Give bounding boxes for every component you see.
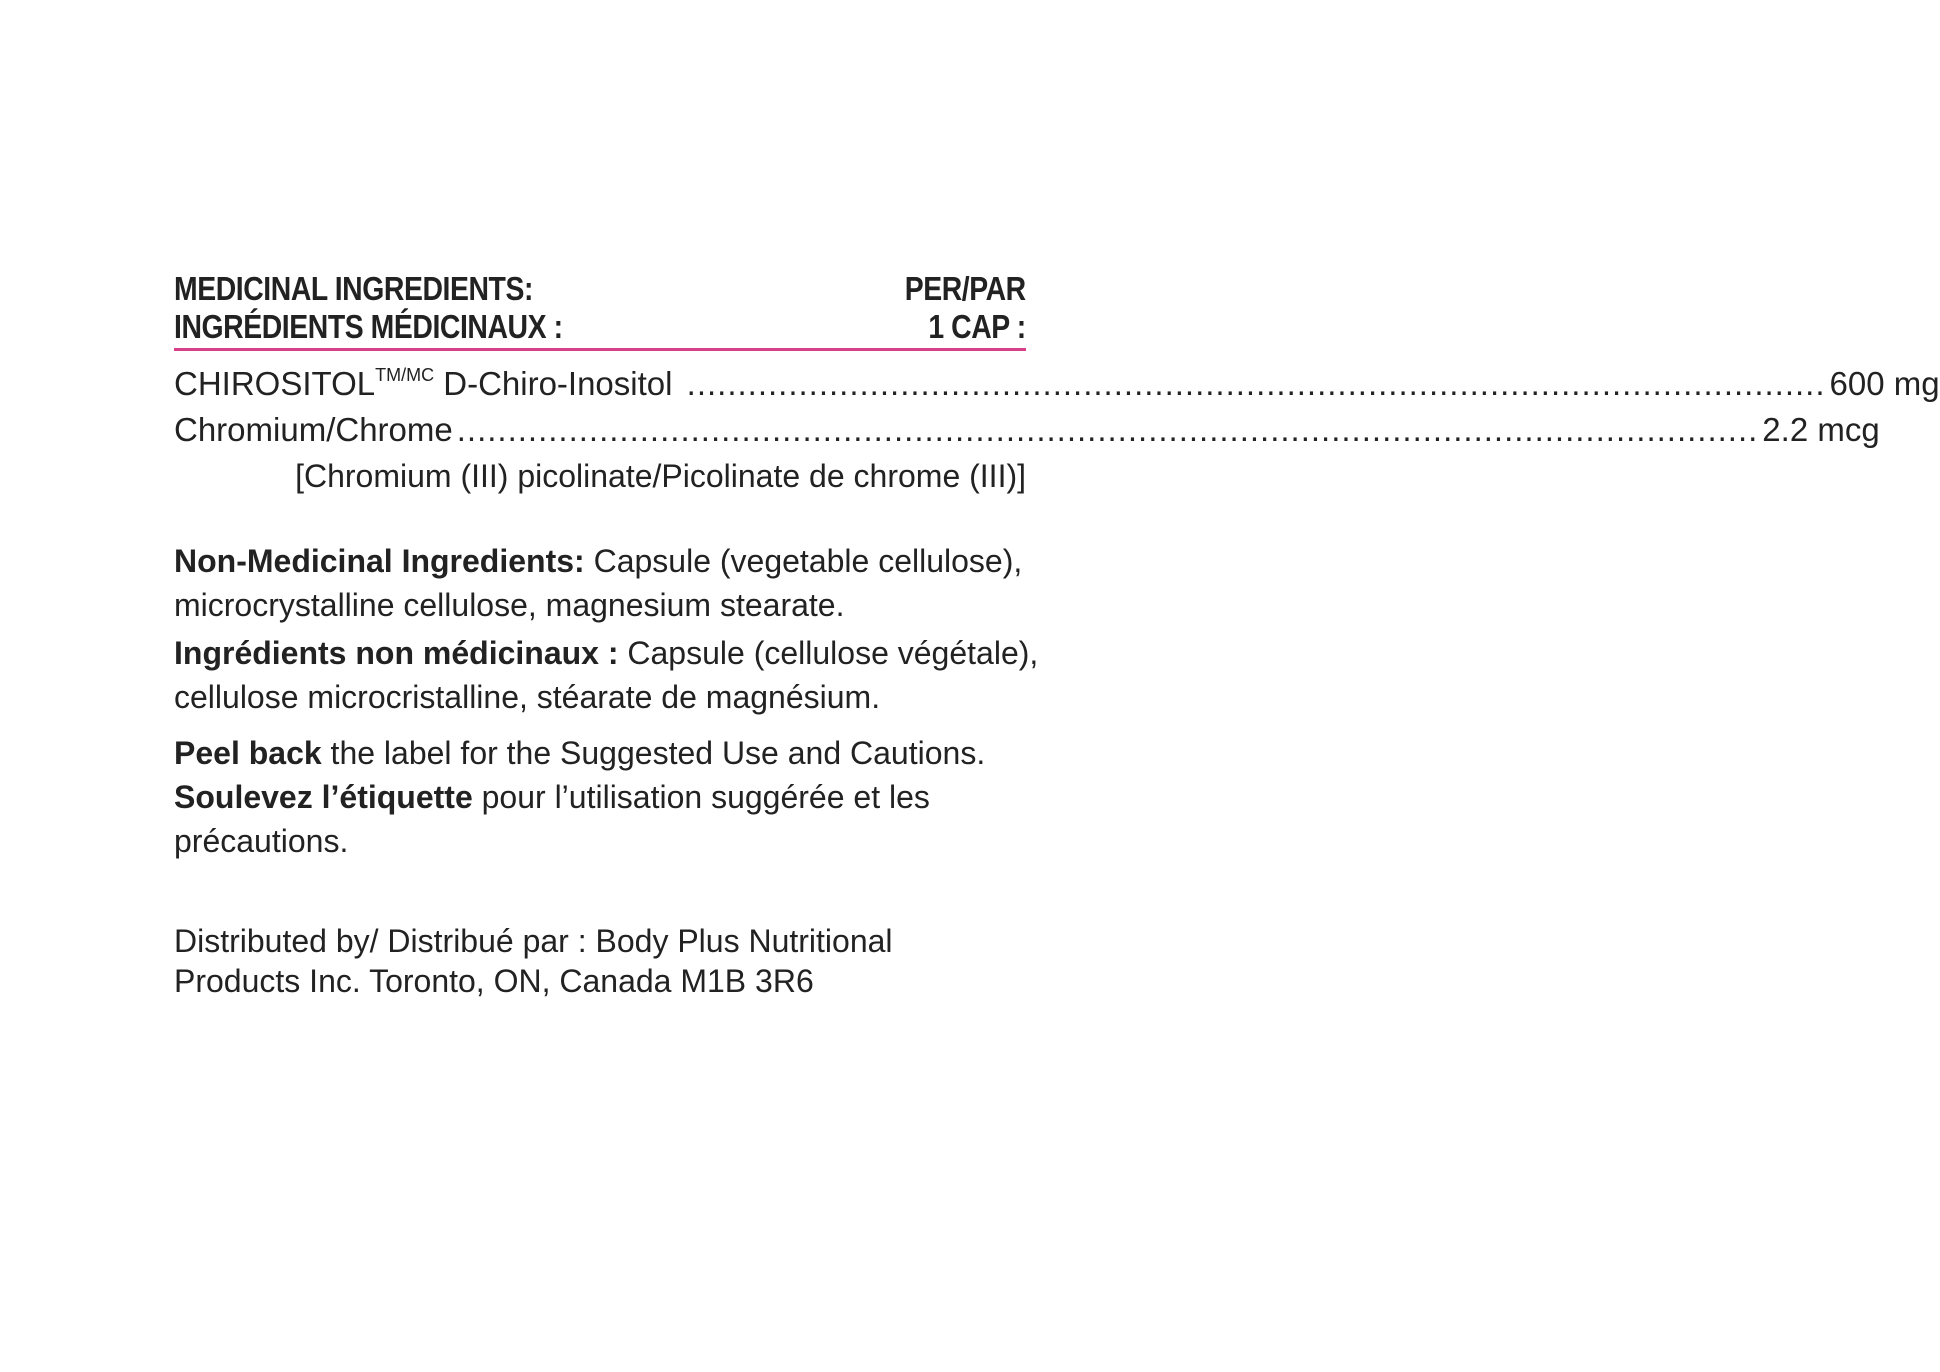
chromium-source: [Chromium (III) picolinate/Picolinate de chrome (III)] — [295, 458, 1026, 494]
ingredient-name: Chromium/Chrome — [174, 411, 453, 448]
heading-en: MEDICINAL INGREDIENTS: — [174, 270, 533, 307]
peel-back-text-fr: pour l’utilisation suggérée et les précautions. — [174, 779, 930, 859]
non-medicinal-label-fr: Ingrédients non médicinaux : — [174, 635, 619, 671]
non-medicinal-ingredients-en — [174, 539, 1054, 627]
per-cap-label: 1 CAP : — [928, 308, 1026, 345]
ingredient-row-chirositol — [174, 361, 1940, 407]
ingredient-brand: CHIROSITOL — [174, 365, 376, 402]
ingredient-amount: 2.2 mcg — [1762, 411, 1880, 448]
peel-back-notice — [174, 731, 1054, 863]
dot-leader: ................................................................................................................ — [676, 365, 1826, 402]
distributor-line-1: Distributed by/ Distribué par : Body Plus Nutritional — [174, 923, 893, 959]
non-medicinal-ingredients-fr — [174, 631, 1054, 719]
heading-fr: INGRÉDIENTS MÉDICINAUX : — [174, 308, 563, 345]
dot-leader: ................................................................................................................................ — [456, 411, 1759, 448]
non-medicinal-text-fr: Capsule (cellulose végétale), cellulose microcristalline, stéarate de magnésium. — [174, 635, 1039, 715]
medicinal-ingredients-list — [174, 361, 1940, 499]
trademark-mark: TM/MC — [375, 365, 435, 385]
peel-back-fr — [174, 775, 1054, 863]
ingredient-name-rest: D-Chiro-Inositol — [434, 365, 673, 402]
distributor-info — [174, 921, 1054, 1001]
ingredient-amount: 600 mg — [1829, 365, 1940, 402]
ingredient-row-chromium — [174, 407, 1880, 453]
ingredient-name — [174, 361, 672, 407]
non-medicinal-label-en: Non-Medicinal Ingredients: — [174, 543, 585, 579]
peel-back-label-fr: Soulevez l’étiquette — [174, 779, 473, 815]
peel-back-label-en: Peel back — [174, 735, 322, 771]
distributor-line-2: Products Inc. Toronto, ON, Canada M1B 3R6 — [174, 963, 814, 999]
medicinal-ingredients-heading — [174, 270, 563, 346]
per-cap-heading — [905, 270, 1026, 346]
peel-back-en — [174, 731, 1054, 775]
per-par-label: PER/PAR — [904, 270, 1026, 307]
ingredients-header — [174, 270, 1026, 351]
supplement-label — [174, 270, 1940, 1001]
non-medicinal-text-en: Capsule (vegetable cellulose), microcrystalline cellulose, magnesium stearate. — [174, 543, 1023, 623]
peel-back-text-en: the label for the Suggested Use and Cautions. — [321, 735, 986, 771]
